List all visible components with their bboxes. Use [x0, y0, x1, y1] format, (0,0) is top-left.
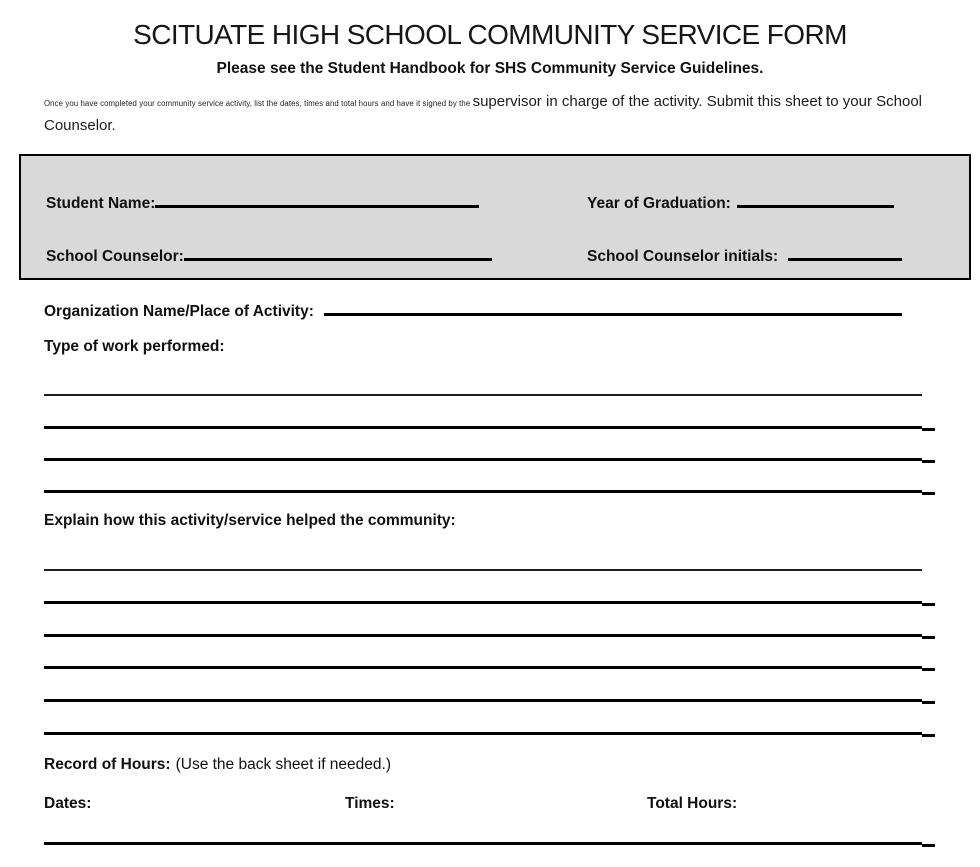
counselor-initials-field[interactable]	[788, 245, 902, 261]
year-of-graduation-label: Year of Graduation:	[587, 195, 731, 212]
writing-line[interactable]	[44, 666, 922, 669]
writing-line[interactable]	[44, 699, 922, 702]
organization-row	[44, 300, 902, 321]
year-of-graduation-field[interactable]	[737, 192, 894, 208]
writing-line[interactable]	[44, 426, 922, 429]
counselor-initials-label: School Counselor initials:	[587, 248, 779, 265]
times-label: Times:	[345, 795, 395, 812]
form-subtitle: Please see the Student Handbook for SHS Community Service Guidelines.	[216, 60, 764, 77]
writing-line[interactable]	[44, 569, 922, 571]
explain-label: Explain how this activity/service helped the community:	[44, 512, 456, 529]
organization-label: Organization Name/Place of Activity:	[44, 303, 314, 320]
writing-line[interactable]	[44, 394, 922, 396]
year-of-graduation-row	[587, 192, 894, 213]
writing-line[interactable]	[44, 490, 922, 493]
counselor-initials-row	[587, 245, 902, 266]
student-name-label: Student Name:	[46, 195, 156, 212]
writing-line[interactable]	[44, 458, 922, 461]
student-name-row	[46, 192, 479, 213]
form-title: SCITUATE HIGH SCHOOL COMMUNITY SERVICE FORM	[133, 19, 847, 50]
writing-line[interactable]	[44, 634, 922, 637]
intro-small-text: Once you have completed your community service activity, list the dates, times and total hours and have it signed by the	[44, 99, 473, 108]
writing-line[interactable]	[44, 842, 922, 845]
student-info-box	[19, 154, 971, 280]
record-of-hours-note: (Use the back sheet if needed.)	[175, 756, 391, 773]
school-counselor-row	[46, 245, 492, 266]
total-hours-label: Total Hours:	[647, 795, 738, 812]
dates-label: Dates:	[44, 795, 92, 812]
school-counselor-field[interactable]	[184, 245, 492, 261]
writing-line[interactable]	[44, 601, 922, 604]
school-counselor-label: School Counselor:	[46, 248, 184, 265]
record-of-hours-row	[44, 756, 391, 774]
student-name-field[interactable]	[155, 192, 479, 208]
intro-paragraph	[44, 91, 922, 137]
record-of-hours-label: Record of Hours:	[44, 756, 171, 773]
organization-field[interactable]	[324, 300, 902, 316]
writing-line[interactable]	[44, 732, 922, 735]
type-of-work-label: Type of work performed:	[44, 338, 225, 355]
intro-large-text: supervisor in charge of the activity. Submit this sheet to your School Counselor.	[44, 93, 923, 134]
